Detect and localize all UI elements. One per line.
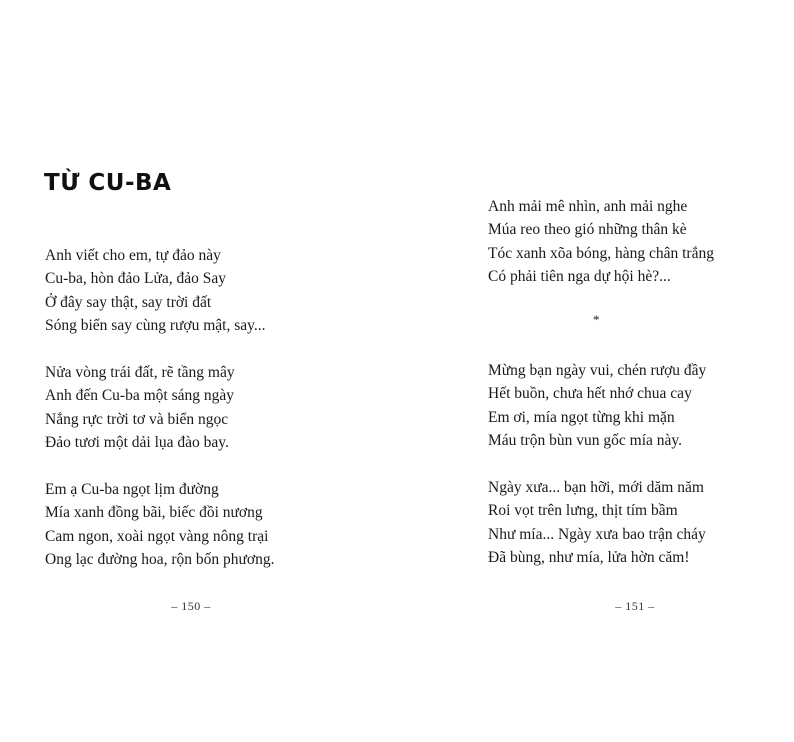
poem-line: Em ạ Cu-ba ngọt lịm đường xyxy=(45,481,219,498)
poem-line: Mía xanh đồng bãi, biếc đồi nương xyxy=(45,504,263,522)
poem-line: Mừng bạn ngày vui, chén rượu đầy xyxy=(488,362,707,379)
stanza xyxy=(488,195,714,288)
stanza xyxy=(45,244,266,337)
poem-line: Cu-ba, hòn đảo Lửa, đảo Say xyxy=(45,270,227,288)
section-separator: * xyxy=(593,312,600,327)
poem-line: Tóc xanh xõa bóng, hàng chân trắng xyxy=(488,244,714,262)
poem-line: Roi vọt trên lưng, thịt tím bầm xyxy=(488,502,678,520)
poem-line: Anh mải mê nhìn, anh mải nghe xyxy=(488,198,688,215)
stanza xyxy=(45,478,275,571)
poem-line: Đã bùng, như mía, lửa hờn căm! xyxy=(488,548,690,566)
poem-line: Ngày xưa... bạn hỡi, mới dăm năm xyxy=(488,479,704,496)
poem-line: Đảo tươi một dải lụa đào bay. xyxy=(45,433,229,451)
stanza xyxy=(45,361,235,454)
stanza xyxy=(488,359,706,452)
poem-line: Máu trộn bùn vun gốc mía này. xyxy=(488,431,682,449)
right-page xyxy=(397,0,794,742)
poem-line: Ở đây say thật, say trời đất xyxy=(45,293,212,311)
poem-line: Nửa vòng trái đất, rẽ tầng mây xyxy=(45,364,235,381)
poem-line: Cam ngon, xoài ngọt vàng nông trại xyxy=(45,527,269,545)
poem-line: Có phải tiên nga dự hội hè?... xyxy=(488,267,671,285)
poem-line: Như mía... Ngày xưa bao trận cháy xyxy=(488,525,706,543)
poem-line: Anh viết cho em, tự đảo này xyxy=(45,247,221,264)
poem-line: Ong lạc đường hoa, rộn bốn phương. xyxy=(45,550,275,568)
poem-title: TỪ CU-BA xyxy=(44,170,172,196)
poem-line: Múa reo theo gió những thân kè xyxy=(488,221,687,239)
poem-line: Nắng rực trời tơ và biển ngọc xyxy=(45,410,229,428)
page-number: – 150 – xyxy=(171,599,211,613)
stanza xyxy=(488,476,706,569)
poem-line: Em ơi, mía ngọt từng khi mặn xyxy=(488,408,675,426)
poem-line: Anh đến Cu-ba một sáng ngày xyxy=(45,387,234,405)
poem-line: Hết buồn, chưa hết nhớ chua cay xyxy=(488,385,692,403)
poem-line: Sóng biển say cùng rượu mật, say... xyxy=(45,316,266,334)
page-number: – 151 – xyxy=(615,599,655,613)
